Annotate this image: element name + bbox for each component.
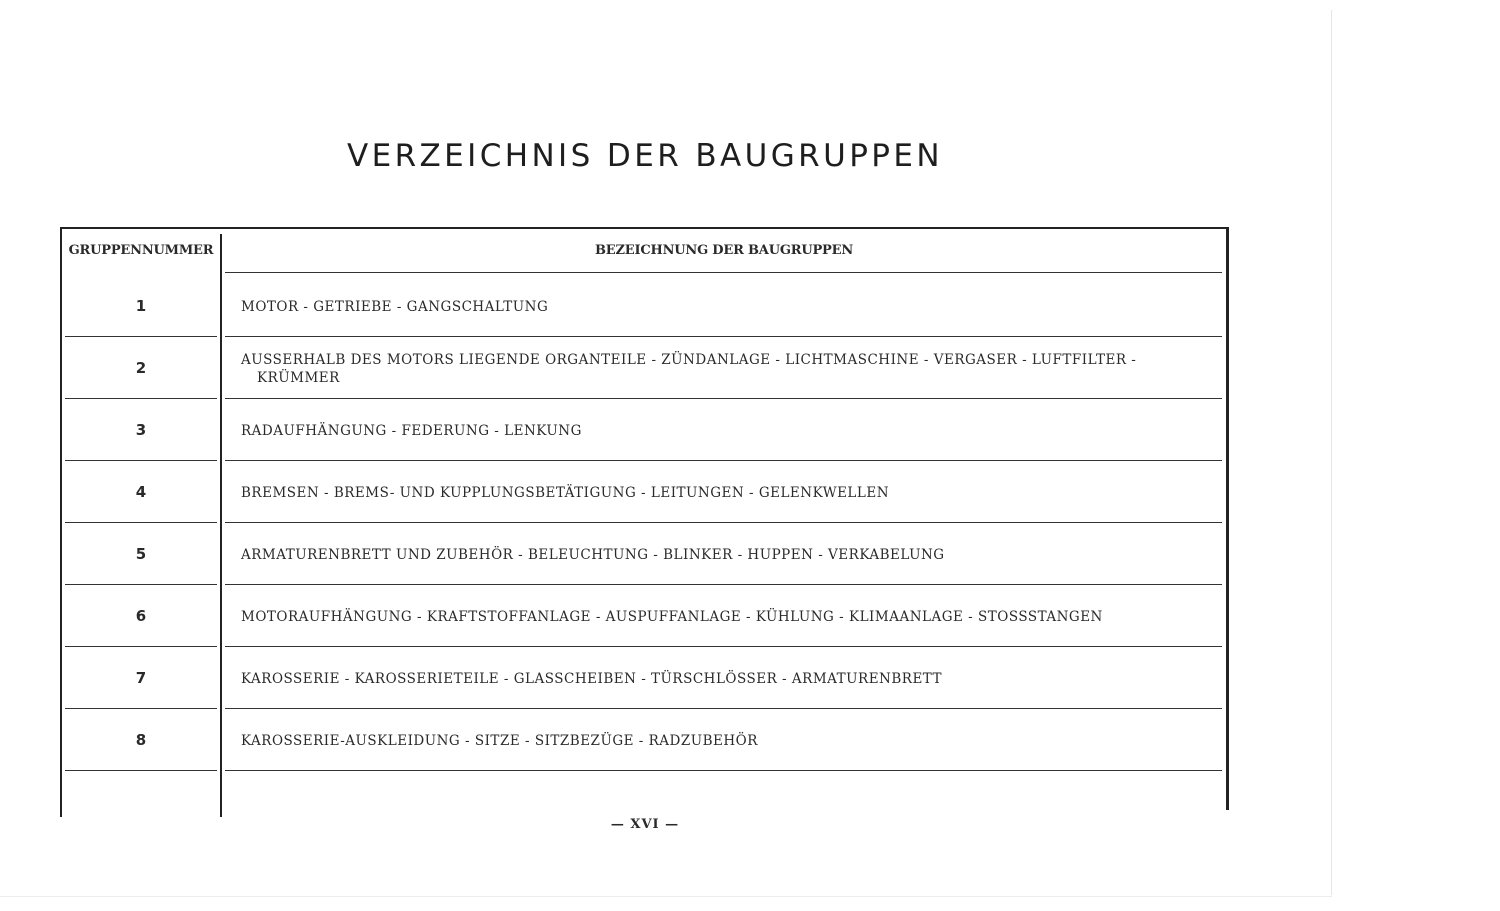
header-rule	[225, 272, 1222, 273]
group-description	[241, 670, 1211, 688]
group-description	[241, 422, 1211, 440]
table-top-border	[60, 227, 1229, 229]
group-description	[241, 608, 1211, 626]
description-line: RADAUFHÄNGUNG - FEDERUNG - LENKUNG	[241, 423, 582, 439]
row-rule-left	[65, 770, 217, 771]
group-number: 7	[135, 669, 147, 687]
group-description	[241, 546, 1211, 564]
group-number: 3	[135, 421, 147, 439]
group-description	[241, 732, 1211, 750]
description-line: ARMATURENBRETT UND ZUBEHÖR - BELEUCHTUNG - BLINKER - HUPPEN - VERKABELUNG	[241, 547, 945, 563]
group-number: 6	[135, 607, 147, 625]
page-title: VERZEICHNIS DER BAUGRUPPEN	[347, 138, 943, 174]
group-number: 2	[135, 359, 147, 377]
description-line: KAROSSERIE-AUSKLEIDUNG - SITZE - SITZBEZÜGE - RADZUBEHÖR	[241, 733, 758, 749]
table-row	[60, 709, 1229, 771]
group-table	[60, 227, 1229, 817]
table-row	[60, 461, 1229, 523]
table-row	[60, 585, 1229, 647]
description-line: KAROSSERIE - KAROSSERIETEILE - GLASSCHEIBEN - TÜRSCHLÖSSER - ARMATURENBRETT	[241, 671, 943, 687]
group-description	[241, 351, 1211, 387]
row-rule-right	[225, 770, 1222, 771]
table-row	[60, 647, 1229, 709]
page-edge	[1331, 10, 1332, 895]
table-row	[60, 523, 1229, 585]
group-description	[241, 484, 1211, 502]
description-line: BREMSEN - BREMS- UND KUPPLUNGSBETÄTIGUNG - LEITUNGEN - GELENKWELLEN	[241, 485, 890, 501]
page-number: — XVI —	[610, 817, 680, 832]
page-bottom-edge	[0, 896, 1332, 897]
table-row	[60, 337, 1229, 399]
group-number: 4	[135, 483, 147, 501]
header-group-number: GRUPPENNUMMER	[68, 243, 214, 258]
table-row	[60, 399, 1229, 461]
group-description	[241, 298, 1211, 316]
description-line: AUSSERHALB DES MOTORS LIEGENDE ORGANTEILE - ZÜNDANLAGE - LICHTMASCHINE - VERGASER - LUFTFILTER -	[241, 352, 1137, 368]
table-row	[60, 275, 1229, 337]
group-number: 1	[135, 297, 147, 315]
header-group-description: BEZEICHNUNG DER BAUGRUPPEN	[594, 243, 854, 258]
description-line: MOTORAUFHÄNGUNG - KRAFTSTOFFANLAGE - AUSPUFFANLAGE - KÜHLUNG - KLIMAANLAGE - STOSSSTANGEN	[241, 609, 1103, 625]
description-continuation: KRÜMMER	[257, 370, 340, 386]
group-number: 8	[135, 731, 147, 749]
description-line: MOTOR - GETRIEBE - GANGSCHALTUNG	[241, 299, 549, 315]
group-number: 5	[135, 545, 147, 563]
